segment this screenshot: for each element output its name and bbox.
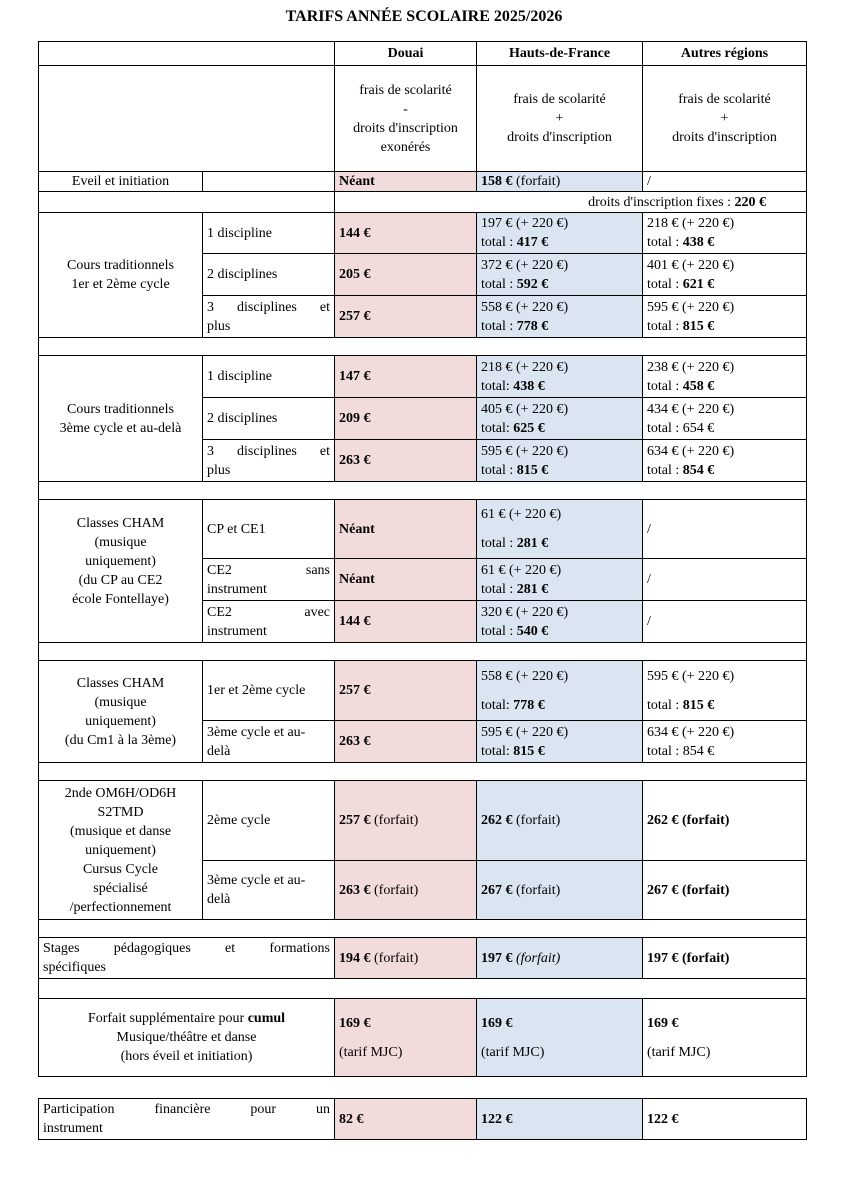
- row-label: Eveil et initiation: [39, 172, 203, 192]
- total-label: total:: [481, 697, 514, 713]
- label-line: S2TMD: [97, 804, 144, 820]
- total-value: 621 €: [682, 276, 715, 292]
- header-line: exonérés: [380, 139, 431, 155]
- total-line: [481, 233, 638, 252]
- total-value: 625 €: [513, 420, 545, 436]
- label-line: Cursus Cycle: [82, 861, 159, 877]
- sub-line: CE2 avec: [207, 604, 330, 620]
- stages-row: [39, 938, 807, 979]
- total-line: [481, 742, 638, 761]
- label-line: Cours traditionnels: [67, 258, 174, 273]
- price-value: 257 €: [339, 813, 371, 828]
- autres-price: 197 € (forfait): [643, 938, 807, 979]
- douai-price: 209 €: [335, 398, 477, 440]
- total-value: 815 €: [516, 462, 549, 478]
- total-line: [481, 317, 638, 336]
- spacer-row: [39, 643, 807, 661]
- hdf-price: [477, 661, 643, 721]
- hdf-price: [477, 172, 643, 192]
- total-value: 281 €: [516, 581, 549, 597]
- label-line: [43, 1009, 330, 1028]
- total-label: total :: [481, 623, 517, 639]
- total-line: [481, 580, 638, 599]
- price-line: 595 € (+ 220 €): [481, 724, 569, 740]
- total-line: [481, 696, 638, 715]
- sub-line: instrument: [207, 581, 267, 597]
- total-label: total :: [647, 235, 683, 250]
- label-line: 2nde OM6H/OD6H: [64, 785, 177, 801]
- hdf-price: [477, 721, 643, 763]
- label-line: (musique et danse: [69, 823, 172, 839]
- hdf-price: [477, 213, 643, 254]
- price-note: (forfait): [370, 813, 419, 828]
- douai-price: [335, 938, 477, 979]
- label-line: uniquement): [85, 713, 156, 729]
- autres-price: [643, 296, 807, 338]
- sub-label: CP et CE1: [203, 500, 335, 559]
- total-line: total : 654 €: [647, 420, 715, 436]
- price-note: (forfait): [512, 813, 561, 828]
- price-value: 262 €: [481, 813, 513, 828]
- sub-label: 2 disciplines: [203, 254, 335, 296]
- price-note: (forfait): [512, 174, 561, 189]
- total-value: 417 €: [516, 235, 549, 250]
- page-title: TARIFS ANNÉE SCOLAIRE 2025/2026: [285, 8, 563, 25]
- price-line: 61 € (+ 220 €): [481, 562, 562, 578]
- header-line: frais de scolarité: [359, 82, 452, 98]
- hdf-price: [477, 861, 643, 920]
- price-value: 169 €: [481, 1015, 513, 1031]
- autres-price: [643, 721, 807, 763]
- douai-price: 144 €: [335, 601, 477, 643]
- autres-price: /: [643, 559, 807, 601]
- col-autres: Autres régions: [643, 42, 807, 66]
- total-value: 854 €: [682, 462, 715, 478]
- spacer-row: [39, 979, 807, 999]
- autres-price: [643, 398, 807, 440]
- total-line: [481, 275, 638, 294]
- label-line: Stages pédagogiques et formations: [43, 941, 330, 956]
- price-value: 197 €: [481, 950, 513, 966]
- fixed-fees-note: [477, 192, 807, 213]
- douai-price: 144 €: [335, 213, 477, 254]
- label-line: spécialisé: [93, 880, 148, 896]
- header-row: [39, 42, 807, 66]
- label-line: (musique: [94, 535, 147, 550]
- total-line: [481, 461, 638, 480]
- total-line: [481, 377, 638, 396]
- label-line: uniquement): [85, 842, 156, 858]
- label-line: (musique: [94, 694, 147, 710]
- row-label: [39, 213, 203, 338]
- douai-price: Néant: [335, 559, 477, 601]
- label-line: instrument: [43, 1121, 103, 1136]
- total-label: total:: [481, 378, 514, 394]
- total-value: 458 €: [682, 378, 715, 394]
- table-row: [39, 781, 807, 861]
- total-line: [647, 696, 802, 715]
- total-label: total:: [481, 743, 514, 759]
- autres-price: [643, 661, 807, 721]
- hdf-price: [477, 440, 643, 482]
- price-value: 158 €: [481, 174, 513, 189]
- header-line: +: [555, 111, 564, 126]
- sub-label: [203, 559, 335, 601]
- total-value: 592 €: [516, 276, 549, 292]
- price-value: 263 €: [339, 882, 371, 898]
- price-note: (tarif MJC): [481, 1044, 545, 1060]
- sub-label: [203, 601, 335, 643]
- table-row: [39, 213, 807, 254]
- total-label: total :: [647, 378, 683, 394]
- total-value: 815 €: [682, 697, 715, 713]
- sub-line: plus: [207, 462, 231, 478]
- price-note: (forfait): [512, 882, 561, 898]
- label-line: /perfectionnement: [69, 899, 172, 915]
- douai-fees-header: [335, 66, 477, 172]
- autres-price: /: [643, 601, 807, 643]
- tarifs-table: [38, 41, 807, 1140]
- price-line: 558 € (+ 220 €): [481, 668, 569, 684]
- label-line: Cours traditionnels: [67, 401, 174, 417]
- douai-price: 147 €: [335, 356, 477, 398]
- price-note: (tarif MJC): [647, 1044, 711, 1060]
- douai-price: 263 €: [335, 721, 477, 763]
- price-line: 595 € (+ 220 €): [481, 443, 569, 459]
- autres-price: 267 € (forfait): [643, 861, 807, 920]
- table-row: [39, 661, 807, 721]
- total-label: total:: [481, 420, 514, 436]
- fixed-fees-label: droits d'inscription fixes :: [588, 194, 735, 210]
- header-line: droits d'inscription: [353, 120, 458, 136]
- price-line: 61 € (+ 220 €): [481, 507, 562, 522]
- label-line: Classes CHAM: [76, 675, 165, 691]
- hdf-fees-header: [477, 66, 643, 172]
- total-value: 438 €: [513, 378, 545, 394]
- autres-price: 262 € (forfait): [643, 781, 807, 861]
- label-line: Participation financière pour un: [43, 1102, 330, 1117]
- douai-price: [335, 861, 477, 920]
- sub-label: 1er et 2ème cycle: [203, 661, 335, 721]
- sub-label: 1 discipline: [203, 356, 335, 398]
- total-value: 540 €: [516, 623, 549, 639]
- douai-price: 263 €: [335, 440, 477, 482]
- total-value: 778 €: [516, 318, 549, 334]
- label-line: spécifiques: [43, 960, 106, 975]
- autres-price: [643, 999, 807, 1077]
- total-line: [647, 275, 802, 294]
- autres-price: [643, 254, 807, 296]
- price-line: 238 € (+ 220 €): [647, 359, 735, 375]
- douai-price: 257 €: [335, 661, 477, 721]
- header-line: +: [720, 111, 729, 126]
- sub-line: CE2 sans: [207, 562, 330, 578]
- price-value: 194 €: [339, 950, 371, 966]
- total-label: total :: [481, 581, 517, 597]
- price-line: 372 € (+ 220 €): [481, 257, 569, 273]
- total-value: 815 €: [682, 318, 715, 334]
- hdf-price: [477, 398, 643, 440]
- hdf-price: [477, 559, 643, 601]
- total-value: 438 €: [682, 235, 715, 250]
- col-hdf: Hauts-de-France: [477, 42, 643, 66]
- spacer-row: [39, 1077, 807, 1099]
- hdf-price: [477, 938, 643, 979]
- hdf-price: [477, 601, 643, 643]
- autres-price: [643, 356, 807, 398]
- col-douai: Douai: [335, 42, 477, 66]
- header-line: droits d'inscription: [507, 130, 612, 145]
- label-line: (du CP au CE2: [78, 573, 163, 588]
- fixed-fees-value: 220 €: [734, 194, 766, 210]
- row-label: [39, 356, 203, 482]
- price-value: 267 €: [481, 882, 513, 898]
- douai-price: 257 €: [335, 296, 477, 338]
- row-label: [39, 500, 203, 643]
- douai-price: [335, 781, 477, 861]
- row-label: [39, 938, 335, 979]
- total-label: total :: [647, 697, 683, 713]
- sub-line: 3 disciplines et: [207, 443, 330, 459]
- price-note: (forfait): [370, 882, 419, 898]
- douai-price: 82 €: [335, 1099, 477, 1140]
- label-line: (du Cm1 à la 3ème): [64, 732, 177, 748]
- spacer-row: [39, 482, 807, 500]
- subheader-row: [39, 66, 807, 172]
- label-line: Classes CHAM: [76, 516, 165, 531]
- label-line: Musique/théâtre et danse: [116, 1030, 257, 1045]
- header-line: frais de scolarité: [678, 92, 771, 107]
- spacer-row: [39, 763, 807, 781]
- spacer-row: [39, 920, 807, 938]
- sub-line: 3ème cycle et au-: [207, 724, 306, 740]
- sub-line: delà: [207, 743, 231, 759]
- header-line: frais de scolarité: [513, 92, 606, 107]
- hdf-price: [477, 356, 643, 398]
- price-line: 634 € (+ 220 €): [647, 443, 735, 459]
- price-note: (forfait): [512, 950, 561, 966]
- autres-fees-header: [643, 66, 807, 172]
- autres-price: [643, 213, 807, 254]
- hdf-price: [477, 254, 643, 296]
- total-label: total :: [647, 276, 683, 292]
- sub-line: 3ème cycle et au-: [207, 873, 306, 888]
- sub-label: [203, 721, 335, 763]
- price-line: 434 € (+ 220 €): [647, 401, 735, 417]
- total-label: total :: [481, 318, 517, 334]
- price-line: 218 € (+ 220 €): [647, 216, 735, 231]
- price-line: 595 € (+ 220 €): [647, 299, 735, 315]
- sub-line: instrument: [207, 623, 267, 639]
- price-line: 401 € (+ 220 €): [647, 257, 735, 273]
- douai-price: [335, 999, 477, 1077]
- eveil-row: [39, 172, 807, 192]
- header-line: droits d'inscription: [672, 130, 777, 145]
- label-line: école Fontellaye): [72, 592, 169, 607]
- total-line: [647, 233, 802, 252]
- price-value: 169 €: [339, 1015, 371, 1031]
- table-row: [39, 356, 807, 398]
- sub-label: 1 discipline: [203, 213, 335, 254]
- table-row: [39, 500, 807, 559]
- instrument-row: [39, 1099, 807, 1140]
- row-label: [39, 1099, 335, 1140]
- price-line: 595 € (+ 220 €): [647, 668, 735, 684]
- total-label: total :: [647, 318, 683, 334]
- douai-price: 205 €: [335, 254, 477, 296]
- price-note: (forfait): [370, 950, 419, 966]
- label-line: 1er et 2ème cycle: [71, 277, 170, 292]
- total-line: [647, 461, 802, 480]
- autres-price: [643, 440, 807, 482]
- douai-price: Néant: [335, 172, 477, 192]
- total-line: [647, 317, 802, 336]
- price-line: 218 € (+ 220 €): [481, 359, 569, 375]
- hdf-price: 122 €: [477, 1099, 643, 1140]
- sub-line: plus: [207, 318, 231, 334]
- total-line: [481, 419, 638, 438]
- price-line: 320 € (+ 220 €): [481, 604, 569, 620]
- total-value: 778 €: [513, 697, 545, 713]
- hdf-price: [477, 781, 643, 861]
- sub-label: [203, 440, 335, 482]
- row-label: [39, 781, 203, 920]
- total-value: 815 €: [513, 743, 545, 759]
- total-value: 281 €: [516, 536, 549, 551]
- label-line: 3ème cycle et au-delà: [59, 420, 182, 436]
- row-label: [39, 999, 335, 1077]
- douai-price: Néant: [335, 500, 477, 559]
- total-label: total :: [481, 276, 517, 292]
- price-line: 197 € (+ 220 €): [481, 216, 569, 231]
- sub-label: 2ème cycle: [203, 781, 335, 861]
- total-line: [647, 377, 802, 396]
- hdf-price: [477, 296, 643, 338]
- sub-label: 2 disciplines: [203, 398, 335, 440]
- fixes-row: [39, 192, 807, 213]
- total-label: total :: [481, 235, 517, 250]
- label-text: Forfait supplémentaire pour: [87, 1011, 248, 1026]
- autres-price: /: [643, 500, 807, 559]
- sub-label: [203, 296, 335, 338]
- label-bold: cumul: [247, 1011, 286, 1026]
- total-label: total :: [647, 462, 683, 478]
- total-line: [481, 534, 638, 553]
- header-line: -: [403, 101, 408, 117]
- spacer-row: [39, 338, 807, 356]
- price-line: 405 € (+ 220 €): [481, 401, 569, 417]
- autres-price: 122 €: [643, 1099, 807, 1140]
- hdf-price: [477, 500, 643, 559]
- total-label: total :: [481, 462, 517, 478]
- price-line: 634 € (+ 220 €): [647, 724, 735, 740]
- hdf-price: [477, 999, 643, 1077]
- sub-line: 3 disciplines et: [207, 299, 330, 315]
- row-label: [39, 661, 203, 763]
- sub-line: delà: [207, 892, 231, 907]
- label-line: uniquement): [85, 554, 156, 569]
- total-label: total :: [481, 536, 517, 551]
- autres-price: /: [643, 172, 807, 192]
- price-value: 169 €: [647, 1015, 679, 1031]
- cumul-row: [39, 999, 807, 1077]
- total-line: [481, 622, 638, 641]
- label-line: (hors éveil et initiation): [120, 1049, 253, 1064]
- sub-label: [203, 861, 335, 920]
- price-line: 558 € (+ 220 €): [481, 299, 569, 315]
- price-note: (tarif MJC): [339, 1044, 403, 1060]
- total-line: total : 854 €: [647, 743, 715, 759]
